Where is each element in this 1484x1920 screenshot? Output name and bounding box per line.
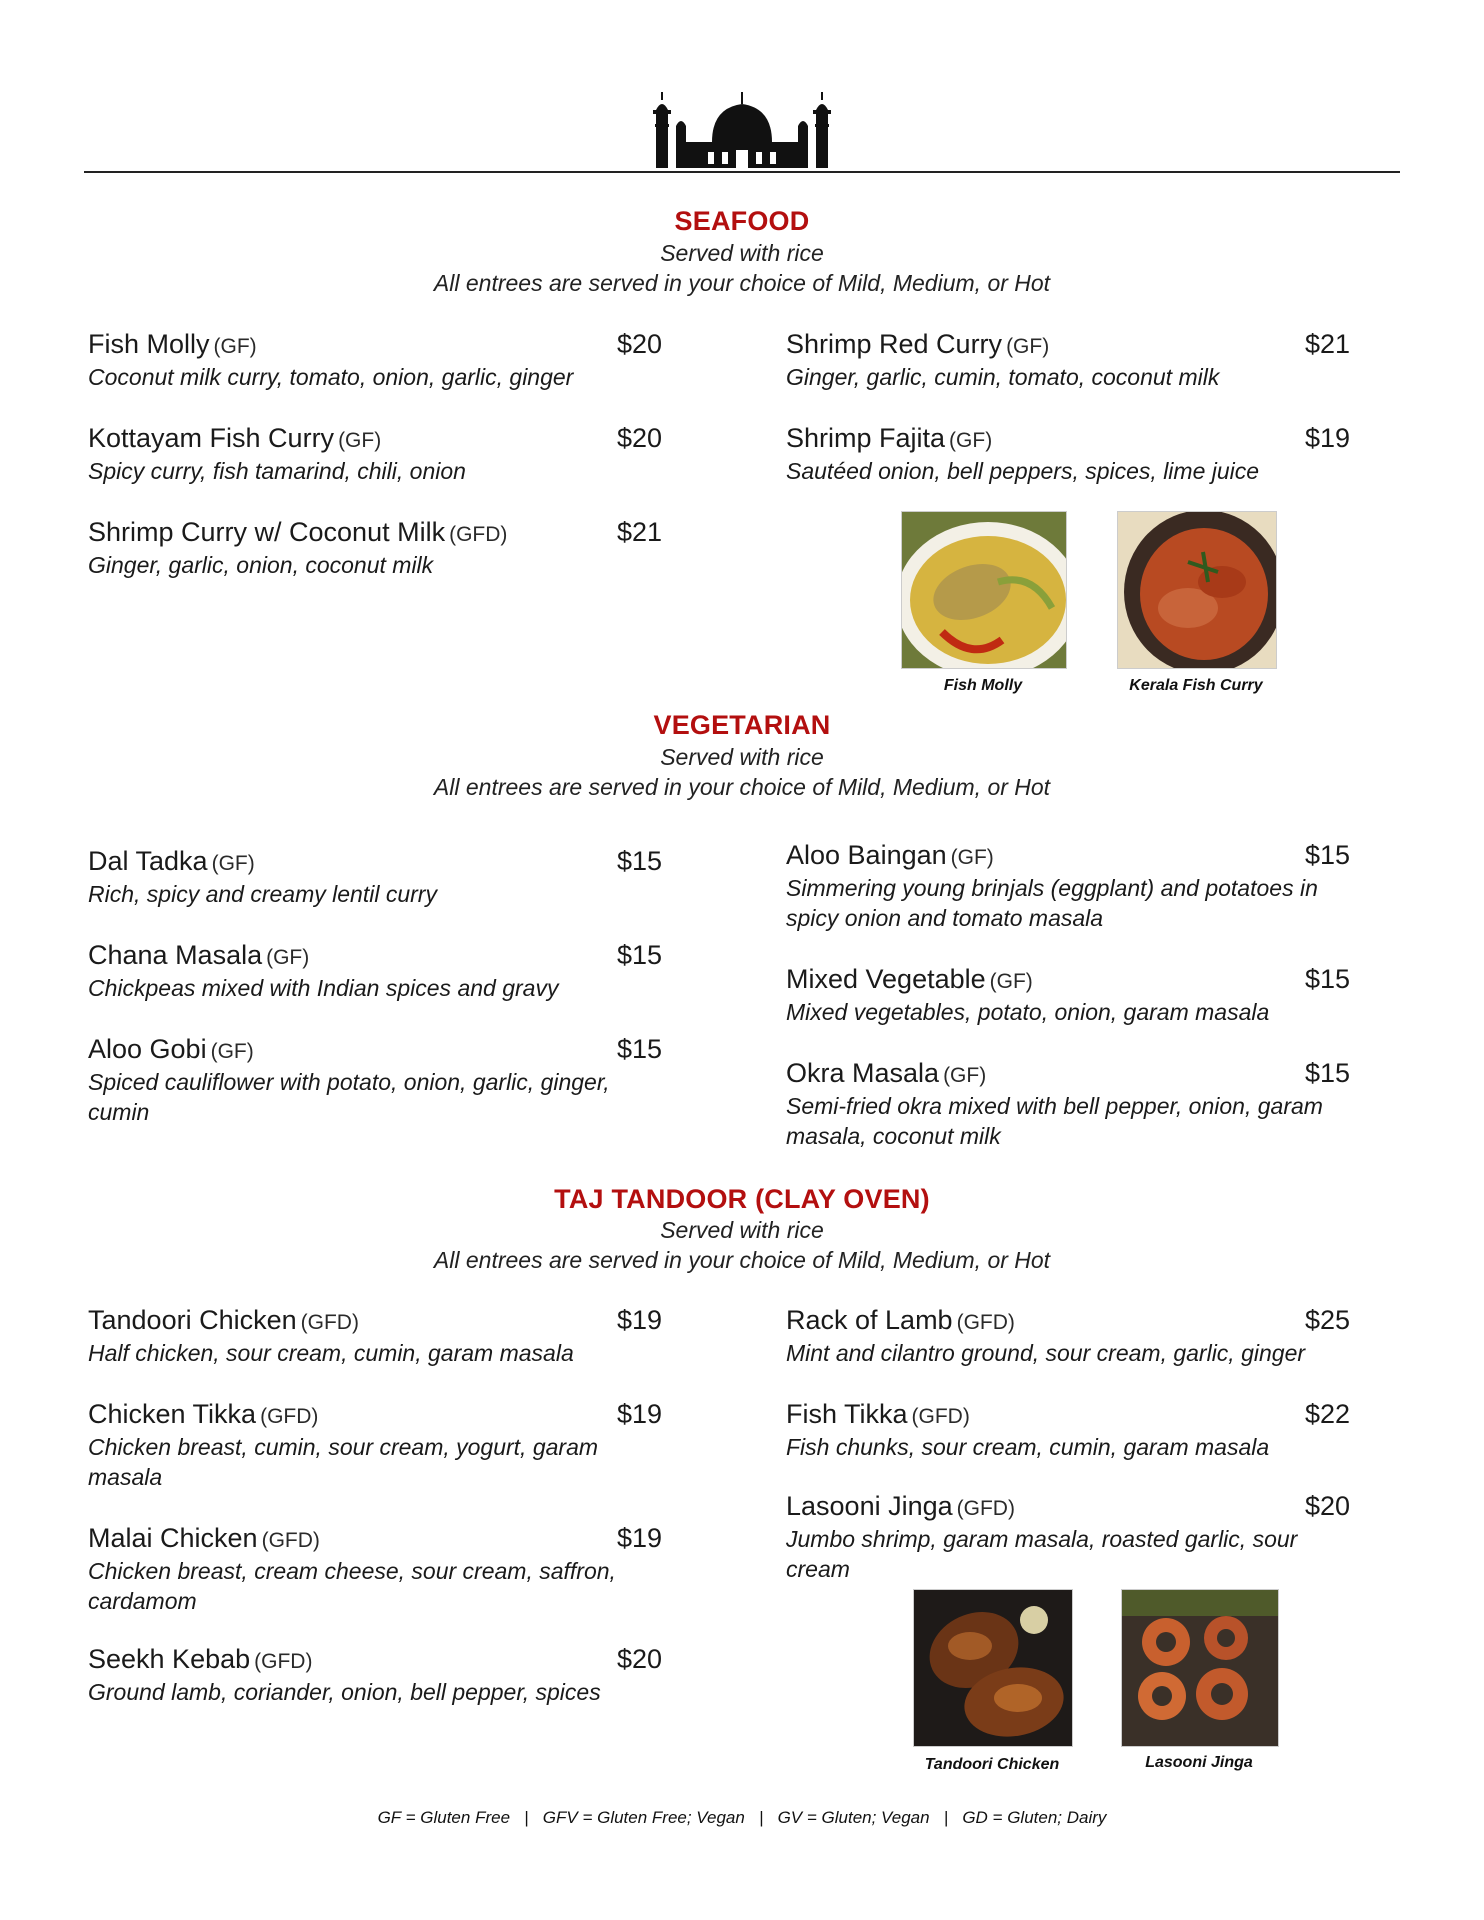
item-description: Ginger, garlic, onion, coconut milk xyxy=(88,552,434,578)
item-description: Semi-fried okra mixed with bell pepper, onion, garam masala, coconut milk xyxy=(786,1093,1323,1149)
menu-item xyxy=(88,1521,662,1616)
item-tag: (GF) xyxy=(213,335,257,358)
item-description: Mixed vegetables, potato, onion, garam masala xyxy=(786,999,1270,1025)
item-name: Okra Masala xyxy=(786,1058,940,1088)
item-name: Aloo Baingan xyxy=(786,840,947,870)
item-description: Ground lamb, coriander, onion, bell pepper, spices xyxy=(88,1679,601,1705)
item-tag: (GF) xyxy=(989,970,1033,993)
photo-caption: Kerala Fish Curry xyxy=(1129,677,1263,694)
item-description: Fish chunks, sour cream, cumin, garam masala xyxy=(786,1434,1270,1460)
menu-item xyxy=(786,1056,1374,1151)
item-tag: (GFD) xyxy=(956,1311,1015,1334)
menu-item xyxy=(88,515,662,580)
section-subtitle-rice: Served with rice xyxy=(660,240,824,266)
mosque-logo-icon xyxy=(648,90,836,168)
item-tag: (GF) xyxy=(266,946,310,969)
item-name: Malai Chicken xyxy=(88,1523,258,1553)
item-price: $19 xyxy=(616,1399,662,1429)
dietary-legend: GF = Gluten Free | GFV = Gluten Free; Vegan | GV = Gluten; Vegan | GD = Gluten; Dairy xyxy=(377,1808,1107,1827)
item-tag: (GFD) xyxy=(261,1529,320,1552)
item-price: $22 xyxy=(1304,1399,1350,1429)
menu-item xyxy=(786,838,1374,933)
item-description: Coconut milk curry, tomato, onion, garlic, ginger xyxy=(88,364,574,390)
menu-item xyxy=(786,1397,1360,1462)
item-price: $21 xyxy=(1304,329,1350,359)
photo-caption: Tandoori Chicken xyxy=(924,1756,1060,1773)
item-price: $15 xyxy=(1304,964,1350,994)
item-name: Shrimp Red Curry xyxy=(786,329,1003,359)
item-description: Half chicken, sour cream, cumin, garam masala xyxy=(88,1340,574,1366)
item-description: Simmering young brinjals (eggplant) and potatoes in spicy onion and tomato masala xyxy=(786,875,1318,931)
menu-item xyxy=(786,1303,1360,1368)
item-tag: (GF) xyxy=(338,429,382,452)
header-divider xyxy=(84,171,1400,173)
item-name: Chicken Tikka xyxy=(88,1399,257,1429)
menu-item xyxy=(88,1642,662,1707)
item-price: $15 xyxy=(616,846,662,876)
item-tag: (GF) xyxy=(211,852,255,875)
item-description: Chicken breast, cream cheese, sour cream, saffron, cardamom xyxy=(88,1558,616,1614)
item-tag: (GF) xyxy=(210,1040,254,1063)
item-name: Lasooni Jinga xyxy=(786,1491,953,1521)
item-name: Shrimp Fajita xyxy=(786,423,946,453)
item-tag: (GF) xyxy=(950,846,994,869)
item-tag: (GFD) xyxy=(254,1650,313,1673)
section-title-vegetarian: VEGETARIAN xyxy=(653,710,831,740)
item-price: $15 xyxy=(616,1034,662,1064)
menu-item xyxy=(786,962,1360,1027)
section-subtitle-rice: Served with rice xyxy=(660,744,824,770)
item-name: Kottayam Fish Curry xyxy=(88,423,335,453)
item-name: Rack of Lamb xyxy=(786,1305,953,1335)
item-description: Mint and cilantro ground, sour cream, garlic, ginger xyxy=(786,1340,1306,1366)
menu-item xyxy=(88,327,662,392)
item-name: Shrimp Curry w/ Coconut Milk xyxy=(88,517,446,547)
item-name: Tandoori Chicken xyxy=(88,1305,297,1335)
menu-item xyxy=(88,421,662,486)
section-title-seafood: SEAFOOD xyxy=(674,206,810,236)
item-name: Fish Molly xyxy=(88,329,210,359)
item-price: $19 xyxy=(616,1523,662,1553)
item-price: $15 xyxy=(1304,840,1350,870)
item-description: Spiced cauliflower with potato, onion, garlic, ginger, cumin xyxy=(88,1069,610,1125)
item-name: Seekh Kebab xyxy=(88,1644,251,1674)
item-name: Mixed Vegetable xyxy=(786,964,986,994)
item-price: $15 xyxy=(616,940,662,970)
section-subtitle-spice: All entrees are served in your choice of Mild, Medium, or Hot xyxy=(433,774,1051,800)
item-tag: (GF) xyxy=(943,1064,987,1087)
kerala-fish-curry-photo xyxy=(1117,511,1277,669)
item-tag: (GFD) xyxy=(911,1405,970,1428)
item-description: Sautéed onion, bell peppers, spices, lime juice xyxy=(786,458,1260,484)
menu-item xyxy=(88,938,662,1003)
item-description: Jumbo shrimp, garam masala, roasted garlic, sour cream xyxy=(786,1526,1298,1582)
section-subtitle-spice: All entrees are served in your choice of Mild, Medium, or Hot xyxy=(433,1247,1051,1273)
menu-item xyxy=(786,1489,1360,1584)
section-title-tandoor: TAJ TANDOOR (CLAY OVEN) xyxy=(554,1184,930,1214)
menu-item xyxy=(88,1397,662,1492)
item-description: Ginger, garlic, cumin, tomato, coconut milk xyxy=(786,364,1220,390)
item-description: Chickpeas mixed with Indian spices and gravy xyxy=(88,975,559,1001)
item-price: $20 xyxy=(616,423,662,453)
fish-molly-photo xyxy=(901,511,1067,669)
section-subtitle-rice: Served with rice xyxy=(660,1217,824,1243)
item-price: $20 xyxy=(616,1644,662,1674)
item-name: Fish Tikka xyxy=(786,1399,908,1429)
item-tag: (GFD) xyxy=(300,1311,359,1334)
item-price: $25 xyxy=(1304,1305,1350,1335)
item-tag: (GF) xyxy=(949,429,993,452)
item-description: Spicy curry, fish tamarind, chili, onion xyxy=(88,458,466,484)
item-price: $21 xyxy=(616,517,662,547)
item-description: Rich, spicy and creamy lentil curry xyxy=(88,881,437,907)
item-name: Dal Tadka xyxy=(88,846,208,876)
photo-caption: Lasooni Jinga xyxy=(1145,1754,1253,1771)
item-name: Chana Masala xyxy=(88,940,263,970)
lasooni-jinga-photo xyxy=(1121,1589,1279,1747)
item-tag: (GFD) xyxy=(449,523,508,546)
photo-caption: Fish Molly xyxy=(943,677,1023,694)
item-price: $20 xyxy=(616,329,662,359)
menu-item xyxy=(88,844,662,909)
item-tag: (GFD) xyxy=(260,1405,319,1428)
item-name: Aloo Gobi xyxy=(88,1034,207,1064)
item-description: Chicken breast, cumin, sour cream, yogurt, garam masala xyxy=(88,1434,599,1490)
item-price: $19 xyxy=(616,1305,662,1335)
menu-item xyxy=(88,1303,662,1368)
section-subtitle-spice: All entrees are served in your choice of Mild, Medium, or Hot xyxy=(433,270,1051,296)
item-price: $19 xyxy=(1304,423,1350,453)
item-price: $15 xyxy=(1304,1058,1350,1088)
item-tag: (GFD) xyxy=(956,1497,1015,1520)
tandoori-chicken-photo xyxy=(913,1589,1073,1747)
menu-item xyxy=(88,1032,662,1127)
menu-item xyxy=(786,421,1360,486)
menu-item xyxy=(786,327,1360,392)
item-price: $20 xyxy=(1304,1491,1350,1521)
item-tag: (GF) xyxy=(1006,335,1050,358)
